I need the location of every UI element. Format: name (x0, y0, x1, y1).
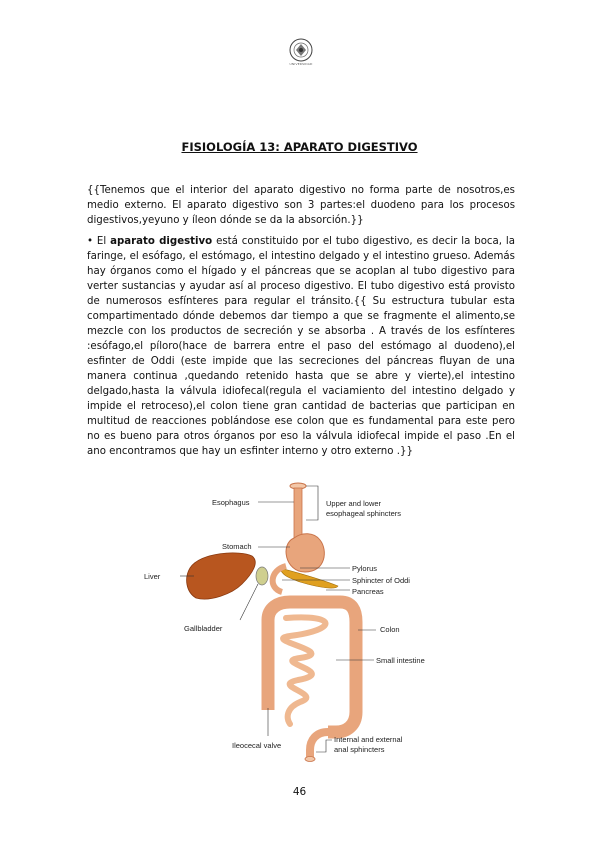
bold-term: aparato digestivo (110, 236, 213, 247)
label-liver: Liver (144, 572, 161, 581)
page-title: FISIOLOGÍA 13: APARATO DIGESTIVO (181, 140, 418, 154)
paragraph-body: está constituido por el tubo digestivo, es decir la boca, la faringe, el esófago, el estómago, el intestino delgado y el intestino grueso. Además hay órganos como el hígado y el páncreas que se acoplan al tubo digestivo para verter sustancias y ayudar así al proceso digestivo. El tubo digestivo está provisto de numerosos esfínteres para regular el tránsito.{{ Su estructura tubular esta compartimentado dónde debemos dar tiempo a que se fragmente el alimento,se mezcle con los productos de secreción y se absorba . A través de los esfínteres :esófago,el píloro(hace de barrera entre el paso del estómago al duodeno),el esfinter de Oddi (este impide que las secreciones del páncreas fluyan de una manera continua ,quedando retenido hasta que se abre y vierte),el intestino delgado,hasta la válvula idiofecal(regula el vaciamiento del intestino delgado y impide el retroceso),el colon tiene gran cantidad de bacterias que participan en multitud de reacciones poblándose ese colon que es fundamental para este pero no es bueno para otros órganos por eso la válvula idiofecal impide el paso .En el ano encontramos que hay un esfinter interno y otro externo .}} (87, 236, 515, 457)
label-anal-1: Internal and external (334, 735, 403, 744)
digestive-system-figure (140, 480, 470, 765)
label-small-intestine: Small intestine (376, 656, 425, 665)
label-colon: Colon (380, 625, 400, 634)
label-oddi: Sphincter of Oddi (352, 576, 410, 585)
paragraph-main (87, 234, 515, 459)
rectum-shape (310, 732, 328, 758)
digestive-diagram (140, 480, 470, 765)
stomach-shape (286, 534, 324, 572)
paragraph-intro: {{Tenemos que el interior del aparato digestivo no forma parte de nosotros,es medio externo. El aparato digestivo son 3 partes:el duodeno para los procesos digestivos,yeyuno y íleon dónde se da la absorción.}} (87, 185, 515, 226)
colon-shape (268, 602, 356, 732)
label-esophagus: Esophagus (212, 498, 250, 507)
label-pylorus: Pylorus (352, 564, 378, 573)
label-sphincters-2: esophageal sphincters (326, 509, 402, 518)
label-stomach: Stomach (222, 542, 252, 551)
page-number: 46 (292, 786, 307, 798)
label-gallbladder: Gallbladder (184, 624, 223, 633)
liver-shape (187, 553, 256, 599)
label-ileocecal: Ileocecal valve (232, 741, 282, 750)
anal-sphincter-shape (305, 757, 315, 762)
esophagus-shape (294, 488, 302, 540)
label-sphincters-1: Upper and lower (326, 499, 382, 508)
logo-text: UNIVERSIDAD (289, 62, 313, 66)
bullet-text: • El (87, 236, 111, 247)
gallbladder-shape (256, 567, 268, 585)
label-pancreas: Pancreas (352, 587, 384, 596)
label-anal-2: anal sphincters (334, 745, 385, 754)
small-intestine-shape (283, 617, 325, 724)
